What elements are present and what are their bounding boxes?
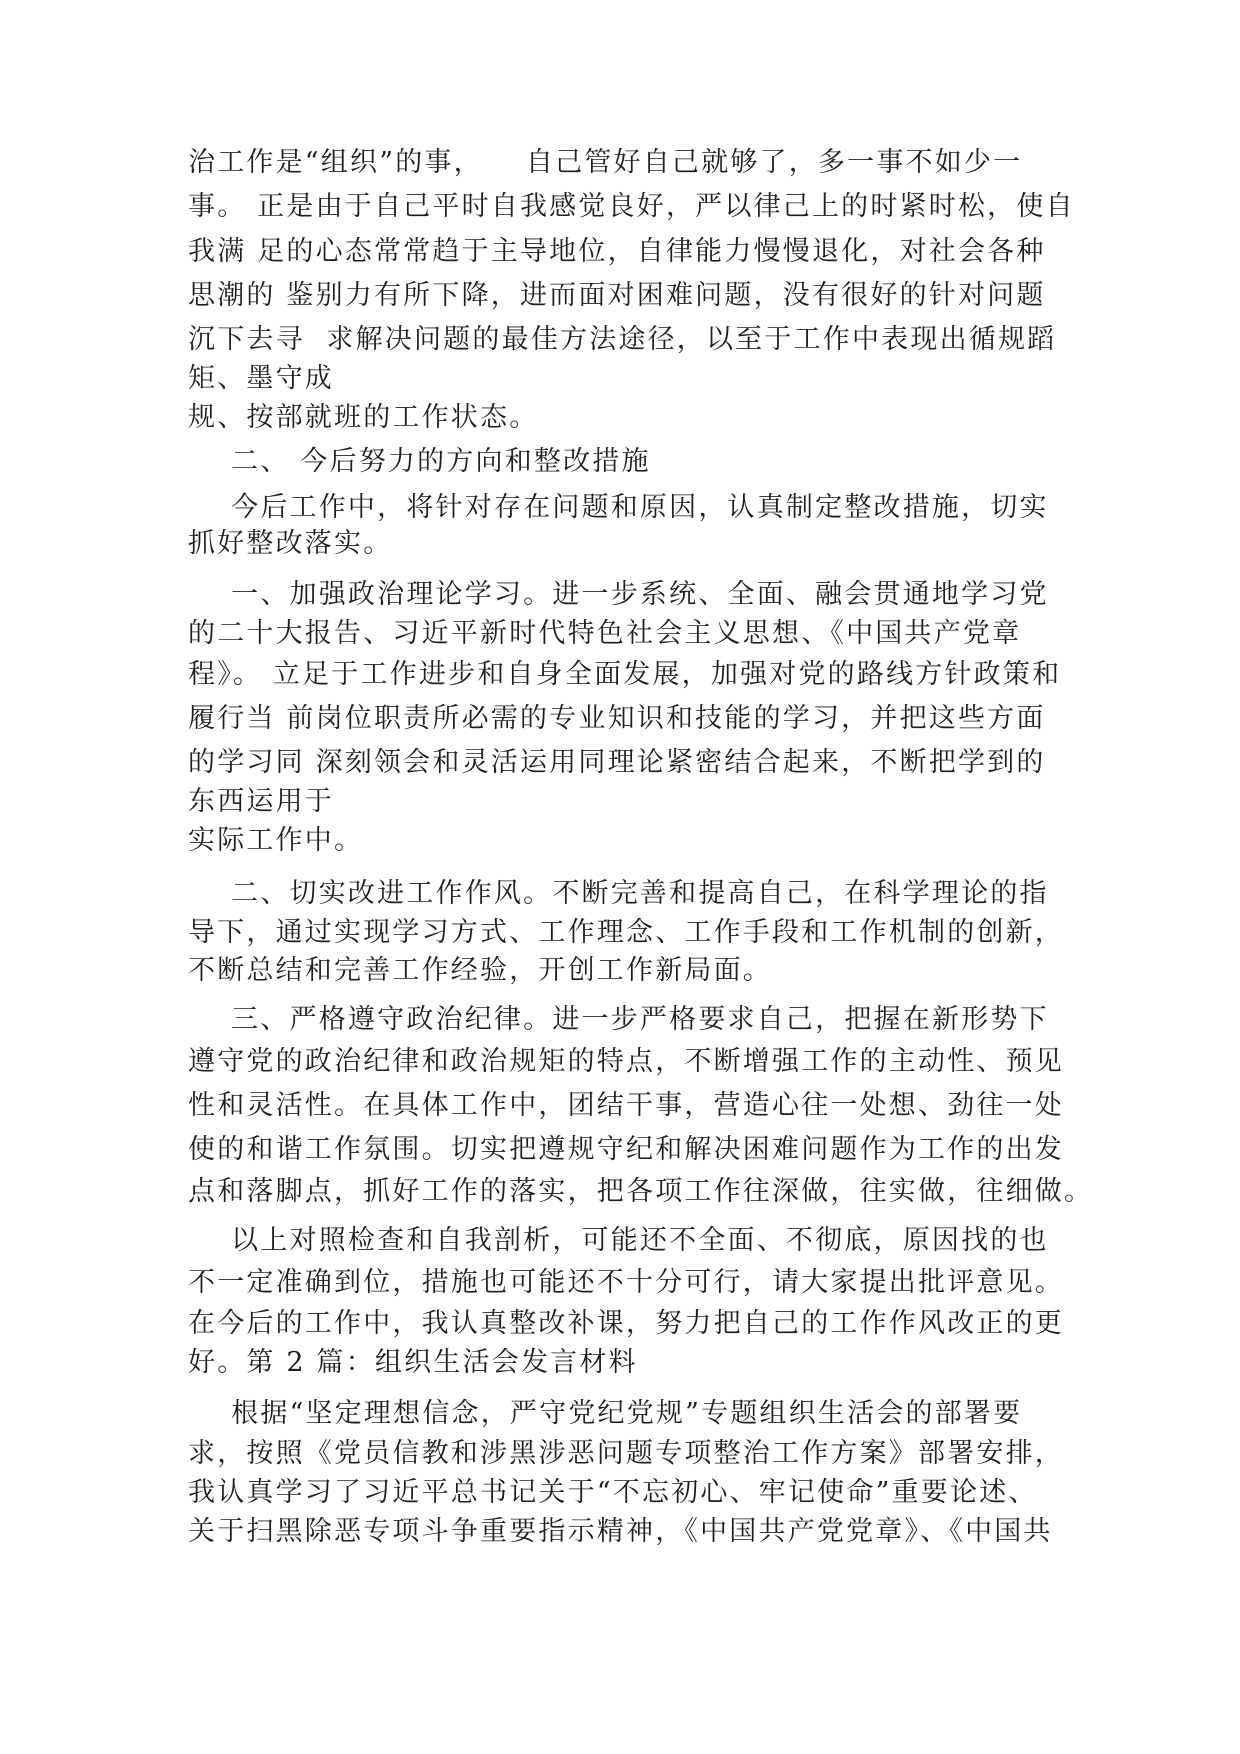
text-line: 程》。 立足于工作进步和自身全面发展，加强对党的路线方针政策和	[188, 659, 1062, 690]
text-line: 好。第 2 篇：组织生活会发言材料	[188, 1347, 638, 1378]
text-line: 根据“坚定理想信念，严守党纪党规”专题组织生活会的部署要	[188, 1398, 1023, 1429]
text-line: 沉下去寻 求解决问题的最佳方法途径，以至于工作中表现出循规蹈	[188, 324, 1057, 355]
text-line: 矩、墨守成	[188, 363, 334, 394]
text-line: 今后工作中，将针对存在问题和原因，认真制定整改措施，切实	[188, 492, 1049, 523]
text-line: 一、加强政治理论学习。进一步系统、全面、融会贯通地学习党	[188, 579, 1049, 610]
text-line: 三、严格遵守政治纪律。进一步严格要求自己，把握在新形势下	[188, 1004, 1049, 1035]
text-line: 治工作是“组织”的事， 自己管好自己就够了，多一事不如少一	[188, 147, 1023, 178]
section-heading: 二、 今后努力的方向和整改措施	[188, 446, 651, 477]
text-line: 关于扫黑除恶专项斗争重要指示精神，《中国共产党党章》、《中国共	[188, 1516, 1053, 1547]
text-line: 的二十大报告、习近平新时代特色社会主义思想、《中国共产党章	[188, 618, 1022, 649]
text-line: 性和灵活性。在具体工作中，团结干事，营造心往一处想、劲往一处	[188, 1090, 1064, 1121]
text-line: 思潮的 鉴别力有所下降，进而面对困难问题，没有很好的针对问题	[188, 280, 1046, 311]
text-line: 使的和谐工作氛围。切实把遵规守纪和解决困难问题作为工作的出发	[188, 1134, 1064, 1165]
text-line: 的学习同 深刻领会和灵活运用同理论紧密结合起来，不断把学到的	[188, 747, 1046, 778]
text-line: 我满 足的心态常常趋于主导地位，自律能力慢慢退化，对社会各种	[188, 236, 1046, 267]
text-line: 抓好整改落实。	[188, 528, 393, 559]
text-line: 二、切实改进工作作风。不断完善和提高自己，在科学理论的指	[188, 878, 1049, 909]
text-line: 东西运用于	[188, 786, 334, 817]
text-line: 求，按照《党员信教和涉黑涉恶问题专项整治工作方案》部署安排，	[188, 1438, 1064, 1469]
text-line: 履行当 前岗位职责所必需的专业知识和技能的学习，并把这些方面	[188, 703, 1046, 734]
text-line: 遵守党的政治纪律和政治规矩的特点，不断增强工作的主动性、预见	[188, 1046, 1064, 1077]
text-line: 实际工作中。	[188, 825, 364, 856]
text-line: 以上对照检查和自我剖析，可能还不全面、不彻底，原因找的也	[188, 1225, 1049, 1256]
text-line: 不一定准确到位，措施也可能还不十分可行，请大家提出批评意见。	[188, 1267, 1064, 1298]
text-line: 在今后的工作中，我认真整改补课，努力把自己的工作作风改正的更	[188, 1308, 1064, 1339]
text-line: 我认真学习了习近平总书记关于“不忘初心、牢记使命”重要论述、	[188, 1477, 1038, 1508]
text-line: 规、按部就班的工作状态。	[188, 402, 539, 433]
text-line: 不断总结和完善工作经验，开创工作新局面。	[188, 955, 772, 986]
text-line: 点和落脚点，抓好工作的落实，把各项工作往深做，往实做，往细做。	[188, 1176, 1094, 1207]
text-line: 事。 正是由于自己平时自我感觉良好，严以律己上的时紧时松，使自	[188, 191, 1075, 222]
text-line: 导下，通过实现学习方式、工作理念、工作手段和工作机制的创新，	[188, 917, 1064, 948]
